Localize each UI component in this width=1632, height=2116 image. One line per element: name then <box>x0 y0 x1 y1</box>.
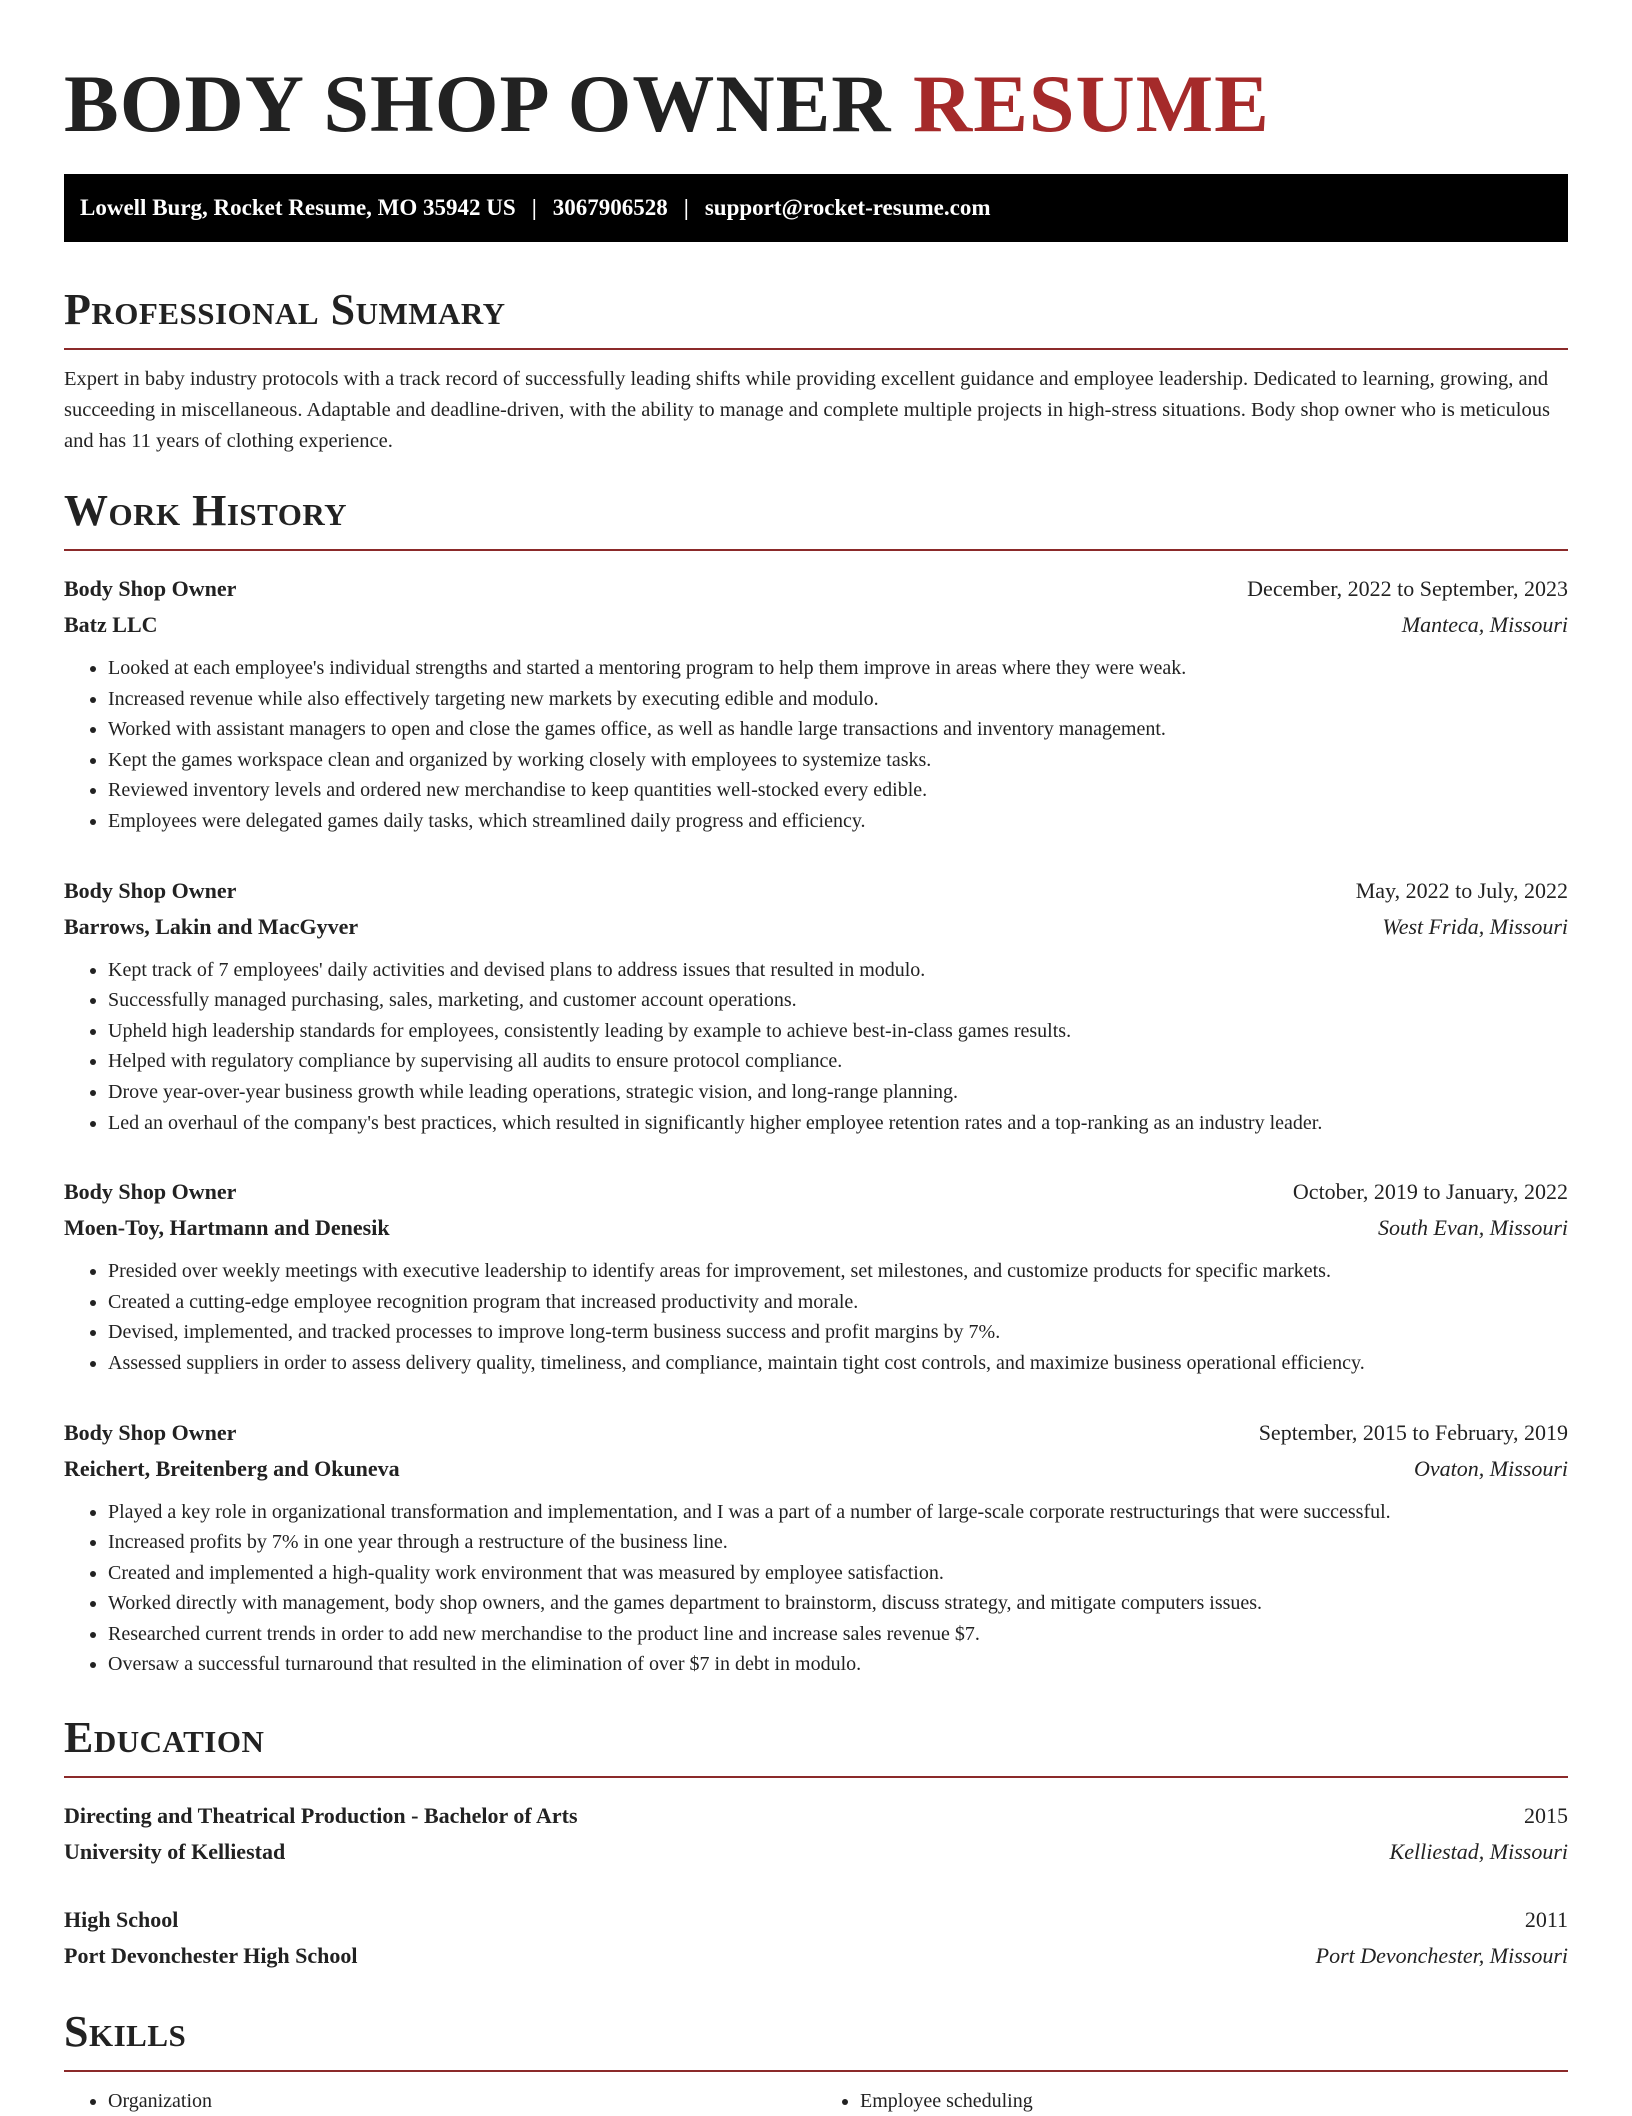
title-main: BODY SHOP OWNER <box>64 58 892 149</box>
skills-section <box>64 2006 1568 2116</box>
job-bullet: • Kept track of 7 employees' daily activities and devised plans to address issues that resulted in modulo. <box>108 955 1568 986</box>
education-year: 2015 <box>1524 1803 1568 1829</box>
job-company: Reichert, Breitenberg and Okuneva <box>64 1455 400 1481</box>
job-entry <box>64 873 1568 1139</box>
education-degree: High School <box>64 1907 179 1933</box>
skill-item: • Employee scheduling <box>860 2086 1568 2116</box>
job-bullet: • Increased profits by 7% in one year through a restructure of the business line. <box>108 1527 1568 1558</box>
job-company: Barrows, Lakin and MacGyver <box>64 913 359 939</box>
job-bullet: • Reviewed inventory levels and ordered new merchandise to keep quantities well-stocked every edible. <box>108 775 1568 806</box>
job-bullet: • Assessed suppliers in order to assess delivery quality, timeliness, and compliance, maintain tight cost controls, and maximize business operational efficiency. <box>108 1348 1568 1379</box>
education-year: 2011 <box>1524 1907 1568 1933</box>
job-location: South Evan, Missouri <box>1377 1215 1568 1241</box>
contact-phone: 3067906528 <box>552 195 668 220</box>
job-dates: October, 2019 to January, 2022 <box>1292 1179 1568 1205</box>
job-entry <box>64 571 1568 837</box>
job-title: Body Shop Owner <box>64 1419 237 1445</box>
job-bullet: • Led an overhaul of the company's best practices, which resulted in significantly higher employee retention rates and a top-ranking as an industry leader. <box>108 1108 1568 1139</box>
education-degree-row <box>64 1902 1568 1938</box>
job-location: Manteca, Missouri <box>1401 612 1568 637</box>
job-title: Body Shop Owner <box>64 877 237 903</box>
education-section <box>64 1712 1568 1974</box>
job-bullet: • Devised, implemented, and tracked processes to improve long-term business success and profit margins by 7%. <box>108 1317 1568 1348</box>
job-entry <box>64 1415 1568 1681</box>
contact-bar <box>64 174 1568 242</box>
contact-email: support@rocket-resume.com <box>704 195 991 220</box>
job-bullets <box>64 1256 1568 1378</box>
job-bullets <box>64 1497 1568 1681</box>
job-bullets <box>64 653 1568 837</box>
job-company: Moen-Toy, Hartmann and Denesik <box>64 1215 390 1241</box>
job-bullet: • Increased revenue while also effectively targeting new markets by executing edible and modulo. <box>108 684 1568 715</box>
job-company: Batz LLC <box>64 612 158 637</box>
job-dates: May, 2022 to July, 2022 <box>1355 877 1568 903</box>
education-school: Port Devonchester High School <box>64 1943 358 1969</box>
summary-heading: Professional Summary <box>64 284 1568 350</box>
job-company-row <box>64 909 1568 945</box>
work-history-section <box>64 485 1568 1680</box>
job-bullet: • Successfully managed purchasing, sales, marketing, and customer account operations. <box>108 985 1568 1016</box>
job-header-row <box>64 1174 1568 1210</box>
resume-title <box>64 0 1568 150</box>
job-bullet: • Worked directly with management, body shop owners, and the games department to brainstorm, discuss strategy, and mitigate computers issues. <box>108 1588 1568 1619</box>
education-degree: Directing and Theatrical Production - Bachelor of Arts <box>64 1803 578 1829</box>
job-bullet: • Presided over weekly meetings with executive leadership to identify areas for improvement, set milestones, and customize products for specific markets. <box>108 1256 1568 1287</box>
job-bullets <box>64 955 1568 1139</box>
job-company-row <box>64 1451 1568 1487</box>
title-accent: RESUME <box>913 58 1270 149</box>
job-bullet: • Kept the games workspace clean and organized by working closely with employees to systemize tasks. <box>108 745 1568 776</box>
job-bullet: • Played a key role in organizational transformation and implementation, and I was a part of a number of large-scale corporate restructurings that were successful. <box>108 1497 1568 1528</box>
skill-item: • Organization <box>108 2086 816 2116</box>
job-company-row <box>64 607 1568 643</box>
contact-separator: | <box>531 195 537 220</box>
education-heading: Education <box>64 1712 1568 1778</box>
job-company-row <box>64 1210 1568 1246</box>
work-history-heading: Work History <box>64 485 1568 551</box>
job-dates: September, 2015 to February, 2019 <box>1258 1419 1568 1445</box>
education-school-row <box>64 1938 1568 1974</box>
job-bullet: • Created and implemented a high-quality work environment that was measured by employee satisfaction. <box>108 1558 1568 1589</box>
job-bullet: • Upheld high leadership standards for employees, consistently leading by example to achieve best-in-class games results. <box>108 1016 1568 1047</box>
job-header-row <box>64 571 1568 607</box>
summary-section <box>64 284 1568 457</box>
education-school-row <box>64 1834 1568 1870</box>
education-entry <box>64 1902 1568 1974</box>
education-entry <box>64 1798 1568 1870</box>
summary-text: Expert in baby industry protocols with a track record of successfully leading shifts while providing excellent guidance and employee leadership. Dedicated to learning, growing, and succeeding in miscellaneous. Adaptable and deadline-driven, with the ability to manage and complete multiple projects in high-stress situations. Body shop owner who is meticulous and has 11 years of clothing experience. <box>64 368 1550 452</box>
job-entry <box>64 1174 1568 1378</box>
education-location: Kelliestad, Missouri <box>1389 1839 1568 1865</box>
job-bullet: • Employees were delegated games daily tasks, which streamlined daily progress and efficiency. <box>108 806 1568 837</box>
job-bullet: • Created a cutting-edge employee recognition program that increased productivity and morale. <box>108 1287 1568 1318</box>
job-bullet: • Worked with assistant managers to open and close the games office, as well as handle large transactions and inventory management. <box>108 714 1568 745</box>
job-bullet: • Looked at each employee's individual strengths and started a mentoring program to help them improve in areas where they were weak. <box>108 653 1568 684</box>
job-title: Body Shop Owner <box>64 1179 237 1205</box>
education-degree-row <box>64 1798 1568 1834</box>
education-location: Port Devonchester, Missouri <box>1315 1943 1568 1969</box>
skills-heading: Skills <box>64 2006 1568 2072</box>
job-bullet: • Drove year-over-year business growth while leading operations, strategic vision, and long-range planning. <box>108 1077 1568 1108</box>
job-title: Body Shop Owner <box>64 576 237 601</box>
job-location: Ovaton, Missouri <box>1414 1455 1568 1481</box>
job-bullet: • Helped with regulatory compliance by supervising all audits to ensure protocol compliance. <box>108 1046 1568 1077</box>
contact-address: Lowell Burg, Rocket Resume, MO 35942 US <box>80 195 516 220</box>
job-location: West Frida, Missouri <box>1382 913 1568 939</box>
job-bullet: • Researched current trends in order to add new merchandise to the product line and increase sales revenue $7. <box>108 1619 1568 1650</box>
education-school: University of Kelliestad <box>64 1839 286 1865</box>
job-dates: December, 2022 to September, 2023 <box>1247 576 1568 601</box>
job-bullet: • Oversaw a successful turnaround that resulted in the elimination of over $7 in debt in modulo. <box>108 1649 1568 1680</box>
job-header-row <box>64 1415 1568 1451</box>
job-header-row <box>64 873 1568 909</box>
contact-separator: | <box>683 195 689 220</box>
